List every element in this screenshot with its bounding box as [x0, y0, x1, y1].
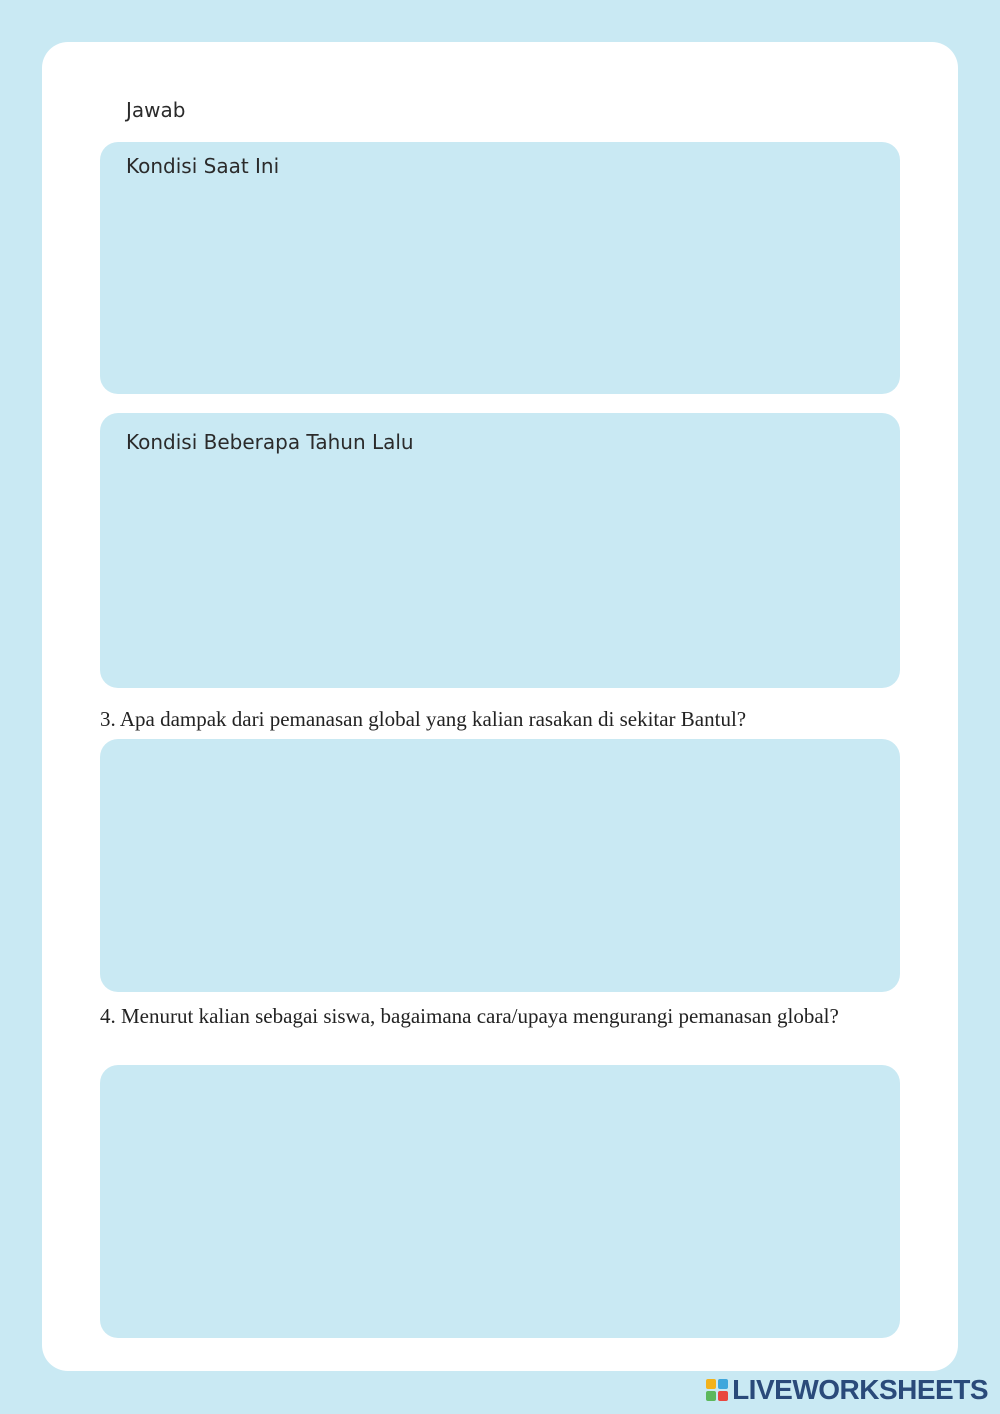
logo-square-3 [706, 1391, 716, 1401]
answer-box-question-3[interactable] [100, 739, 900, 992]
current-condition-label: Kondisi Saat Ini [126, 154, 280, 178]
past-condition-label: Kondisi Beberapa Tahun Lalu [126, 430, 414, 454]
liveworksheets-logo-icon [706, 1379, 728, 1401]
logo-square-4 [718, 1391, 728, 1401]
question-4-text: 4. Menurut kalian sebagai siswa, bagaimana cara/upaya mengurangi pemanasan global? [100, 1004, 839, 1028]
answer-box-past-condition[interactable] [100, 413, 900, 688]
jawab-label: Jawab [126, 98, 186, 122]
liveworksheets-brand [706, 1374, 988, 1406]
logo-square-2 [718, 1379, 728, 1389]
brand-name: LIVEWORKSHEETS [732, 1374, 988, 1405]
answer-box-question-4[interactable] [100, 1065, 900, 1338]
logo-square-1 [706, 1379, 716, 1389]
question-3-text: 3. Apa dampak dari pemanasan global yang kalian rasakan di sekitar Bantul? [100, 707, 747, 731]
answer-box-current-condition[interactable] [100, 142, 900, 394]
